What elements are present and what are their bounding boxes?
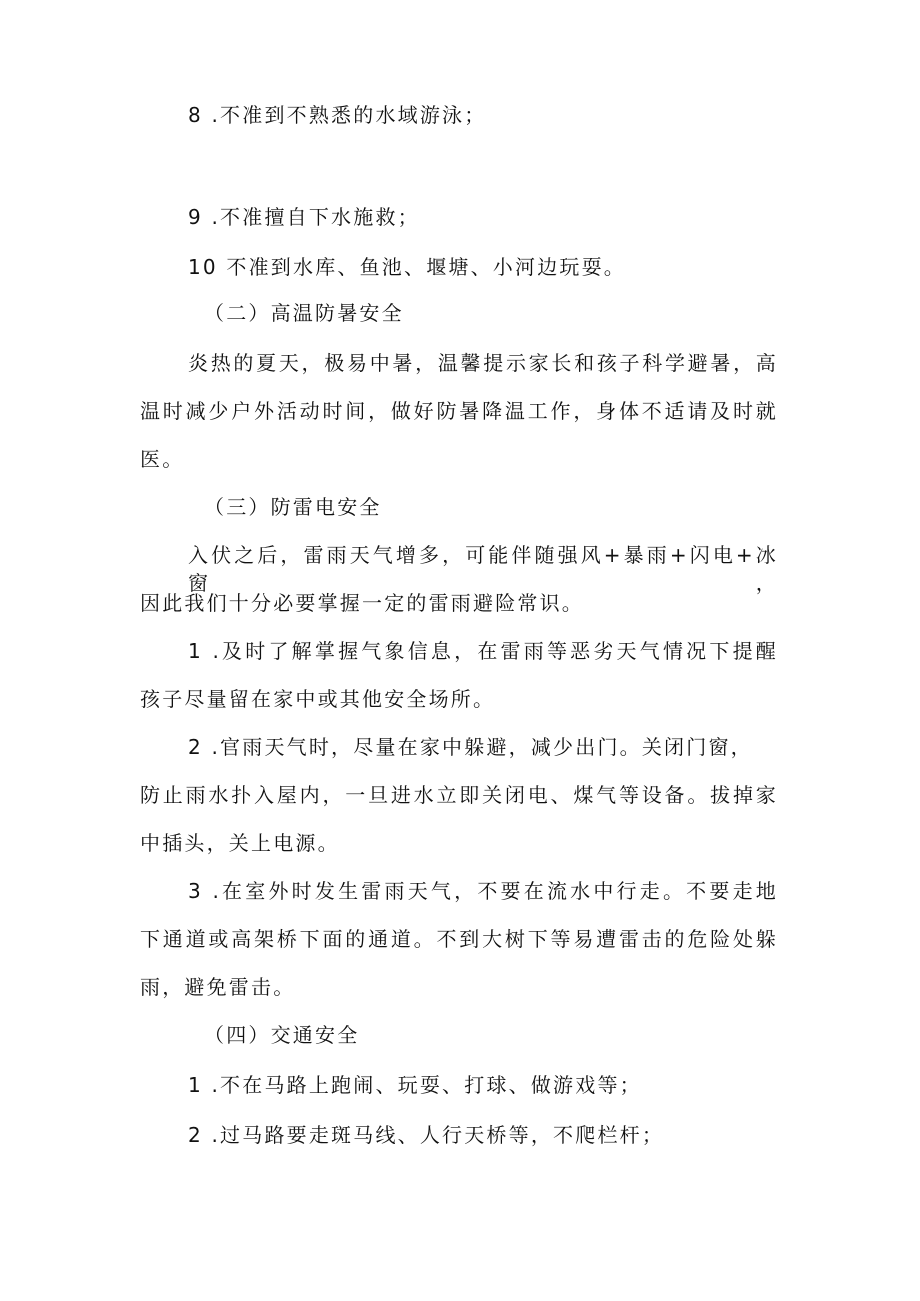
paragraph-line: 防止雨水扑入屋内，一旦进水立即关闭电、煤气等设备。拔掉家 [140, 783, 778, 807]
list-item-1: 1 .及时了解掌握气象信息，在雷雨等恶劣天气情况下提醒 [188, 639, 778, 663]
list-item-8: 8 .不准到不熟悉的水域游泳； [188, 103, 487, 127]
paragraph-line: 下通道或高架桥下面的通道。不到大树下等易遭雷击的危险处躲 [140, 927, 778, 951]
list-item-3: 3 .在室外时发生雷雨天气，不要在流水中行走。不要走地 [188, 879, 778, 903]
list-item-9: 9 .不准擅自下水施救； [188, 205, 420, 229]
section-heading-lightning: （三）防雷电安全 [204, 495, 382, 519]
section-heading-heat: （二）高温防暑安全 [204, 301, 404, 325]
list-item-1: 1 .不在马路上跑闹、玩耍、打球、做游戏等； [188, 1073, 642, 1097]
paragraph-line: 雨，避免雷击。 [140, 975, 296, 999]
paragraph-line: 炎热的夏天，极易中暑，温馨提示家长和孩子科学避暑，高 [188, 351, 778, 375]
paragraph-line: 中插头，关上电源。 [140, 831, 340, 855]
list-item-10: 10 不准到水库、鱼池、堰塘、小河边玩耍。 [188, 255, 627, 279]
list-item-2: 2 .官雨天气时，尽量在家中躲避，减少出门。关闭门窗， [188, 735, 753, 759]
paragraph-line: 温时减少户外活动时间，做好防暑降温工作，身体不适请及时就 [140, 399, 778, 423]
section-heading-traffic: （四）交通安全 [204, 1023, 360, 1047]
paragraph-line: 孩子尽量留在家中或其他安全场所。 [140, 687, 496, 711]
list-item-2: 2 .过马路要走斑马线、人行天桥等，不爬栏杆； [188, 1123, 665, 1147]
paragraph-line: 医。 [140, 447, 185, 471]
paragraph-line: 因此我们十分必要掌握一定的雷雨避险常识。 [140, 591, 584, 615]
paragraph-line: 入伏之后，雷雨天气增多，可能伴随强风+暴雨+闪电+冰窗， [188, 543, 778, 595]
